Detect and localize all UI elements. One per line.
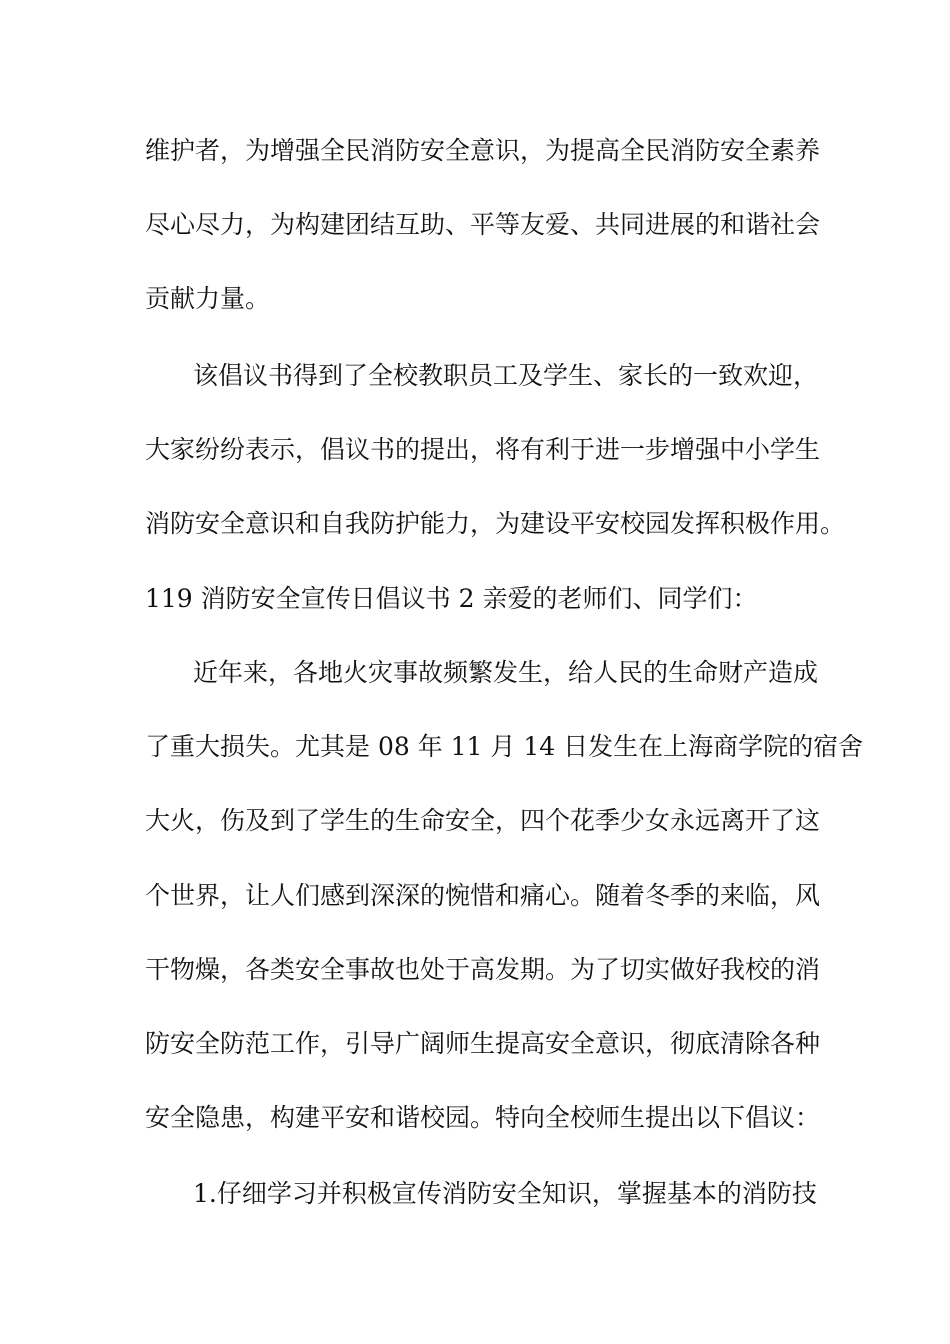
text-line: 干物燥，各类安全事故也处于高发期。为了切实做好我校的消	[145, 955, 821, 984]
text-line: 安全隐患，构建平安和谐校园。特向全校师生提出以下倡议：	[145, 1103, 821, 1132]
paragraph-first-line: 近年来，各地火灾事故频繁发生，给人民的生命财产造成	[193, 658, 819, 687]
text-line: 贡献力量。	[145, 284, 271, 313]
text-line: 了重大损失。尤其是 08 年 11 月 14 日发生在上海商学院的宿舍	[145, 732, 864, 761]
text-line: 维护者，为增强全民消防安全意识，为提高全民消防安全素养	[145, 136, 821, 165]
text-line: 消防安全意识和自我防护能力，为建设平安校园发挥积极作用。	[145, 509, 846, 538]
text-line: 防安全防范工作，引导广阔师生提高安全意识，彻底清除各种	[145, 1029, 821, 1058]
section-heading-line: 119 消防安全宣传日倡议书 2 亲爱的老师们、同学们：	[145, 584, 758, 613]
text-line: 尽心尽力，为构建团结互助、平等友爱、共同进展的和谐社会	[145, 210, 821, 239]
list-item-line: 1.仔细学习并积极宣传消防安全知识，掌握基本的消防技	[193, 1179, 817, 1208]
text-line: 个世界，让人们感到深深的惋惜和痛心。随着冬季的来临，风	[145, 881, 821, 910]
text-line: 大家纷纷表示，倡议书的提出，将有利于进一步增强中小学生	[145, 435, 821, 464]
paragraph-first-line: 该倡议书得到了全校教职员工及学生、家长的一致欢迎，	[193, 361, 819, 390]
text-line: 大火，伤及到了学生的生命安全，四个花季少女永远离开了这	[145, 806, 821, 835]
